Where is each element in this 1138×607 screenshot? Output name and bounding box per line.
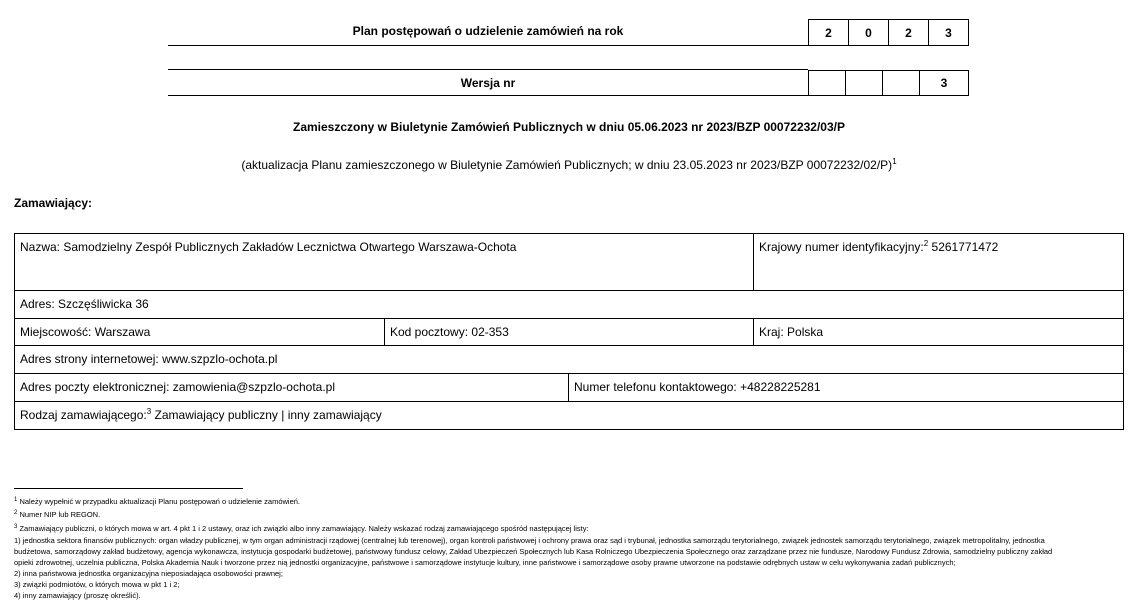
version-digit-1: [808, 70, 846, 96]
footnote-3: [14, 524, 589, 533]
buyer-type-cell: [14, 402, 1124, 422]
footnote-3-line-1: 1) jednostka sektora finansów publicznych: organ władzy publicznej, w tym organ administracji rządowej (centralnej lub terenowej), organ kontroli państwowej i ochrony prawa oraz sąd i trybunał, jednostka samorządu terytorialnego, związek jednostek samorządu terytorialnego, związek metropolitalny, jednostka: [14, 536, 1045, 545]
buyer-name-cell: [14, 234, 753, 254]
footnote-2-marker: 2: [14, 510, 18, 516]
buyer-type-value: Zamawiający publiczny | inny zamawiający: [154, 408, 382, 422]
buyer-postal-cell: [384, 319, 753, 339]
buyer-address-cell: [14, 291, 1124, 311]
buyer-address-value: Szczęśliwicka 36: [58, 297, 149, 311]
version-digit-3: [882, 70, 920, 96]
buyer-postal-value: 02-353: [471, 325, 509, 339]
footnote-ref-2: 2: [923, 239, 929, 248]
footnote-3-line-5: 3) związki podmiotów, o których mowa w pkt 1 i 2;: [14, 580, 180, 589]
buyer-name-label: Nazwa:: [20, 240, 61, 254]
publication-line: Zamieszczony w Biuletynie Zamówień Publicznych w dniu 05.06.2023 nr 2023/BZP 00072232/03/P: [292, 120, 845, 134]
footnote-3-line-3: opieki zdrowotnej, uczelnia publiczna, Polska Akademia Nauk i tworzone przez nią jednostki organizacyjne, państwowe i samorządowe instytucje kultury, inne państwowe i samorządowe osoby prawne utworzone na podstawie odrębnych ustaw w celu wykonywania zadań publicznych;: [14, 558, 956, 567]
buyer-email-label: Adres poczty elektronicznej:: [20, 380, 170, 394]
footnote-3-text: Zamawiający publiczni, o których mowa w art. 4 pkt 1 i 2 ustawy, oraz ich związki albo inny zamawiający. Należy wskazać rodzaj zamawiającego spośród następującej listy:: [19, 524, 589, 533]
footnote-2-text: Numer NIP lub REGON.: [19, 510, 101, 519]
buyer-city-cell: [14, 319, 384, 339]
buyer-phone-value: +48228225281: [740, 380, 821, 394]
buyer-nip-label: Krajowy numer identyfikacyjny:: [759, 240, 924, 254]
buyer-name-value: Samodzielny Zespół Publicznych Zakładów Lecznictwa Otwartego Warszawa-Ochota: [63, 240, 517, 254]
version-overline: [168, 69, 808, 70]
buyer-country-label: Kraj:: [759, 325, 784, 339]
buyer-postal-label: Kod pocztowy:: [390, 325, 469, 339]
buyer-phone-cell: [568, 374, 1123, 394]
footnote-ref-3: 3: [146, 407, 152, 416]
buyer-website-cell: [14, 346, 1124, 366]
buyer-heading: Zamawiający:: [14, 196, 93, 210]
plan-title: Plan postępowań o udzielenie zamówień na rok: [352, 24, 624, 38]
footnote-ref-1: 1: [892, 157, 897, 166]
footnote-2: [14, 510, 100, 519]
footnote-3-line-4: 2) inna państwowa jednostka organizacyjna nieposiadająca osobowości prawnej;: [14, 569, 283, 578]
version-digit-4: 3: [919, 70, 969, 96]
buyer-website-label: Adres strony internetowej:: [20, 352, 159, 366]
version-digit-2: [845, 70, 883, 96]
footnote-3-line-6: 4) inny zamawiający (proszę określić).: [14, 591, 141, 600]
buyer-country-cell: [753, 319, 1123, 339]
buyer-type-label: Rodzaj zamawiającego:: [20, 408, 147, 422]
footnote-3-line-2: budżetowa, samorządowy zakład budżetowy, agencja wykonawcza, instytucja gospodarki budżetowej, państwowy fundusz celowy, Zakład Ubezpieczeń Społecznych lub Kasa Rolniczego Ubezpieczenia Społecznego oraz zarządzane przez nie fundusze, Narodowy Fundusz Zdrowia, samodzielny publiczny zakład: [14, 547, 1053, 556]
version-label: Wersja nr: [460, 76, 516, 90]
buyer-nip-cell: [753, 234, 1123, 254]
buyer-city-label: Miejscowość:: [20, 325, 92, 339]
version-underline: [168, 95, 808, 96]
footnote-separator: [14, 488, 243, 489]
footnote-1: [14, 497, 300, 506]
footnote-1-text: Należy wypełnić w przypadku aktualizacji Planu postępowań o udzielenie zamówień.: [19, 497, 301, 506]
buyer-nip-value: 5261771472: [931, 240, 999, 254]
update-note: [0, 158, 1138, 172]
plan-title-underline: [168, 45, 808, 46]
footnote-3-marker: 3: [14, 524, 18, 530]
buyer-website-value: www.szpzlo-ochota.pl: [162, 352, 278, 366]
buyer-city-value: Warszawa: [94, 325, 151, 339]
buyer-email-value: zamowienia@szpzlo-ochota.pl: [172, 380, 336, 394]
year-digit-2: 0: [848, 19, 889, 46]
buyer-phone-label: Numer telefonu kontaktowego:: [574, 380, 737, 394]
buyer-address-label: Adres:: [20, 297, 55, 311]
footnote-1-marker: 1: [14, 497, 18, 503]
update-note-text: (aktualizacja Planu zamieszczonego w Biuletynie Zamówień Publicznych; w dniu 23.05.2023 nr 2023/BZP 00072232/02/P): [241, 158, 893, 172]
buyer-country-value: Polska: [787, 325, 824, 339]
year-digit-1: 2: [808, 19, 849, 46]
year-digit-3: 2: [888, 19, 929, 46]
year-digit-4: 3: [928, 19, 969, 46]
buyer-email-cell: [14, 374, 568, 394]
